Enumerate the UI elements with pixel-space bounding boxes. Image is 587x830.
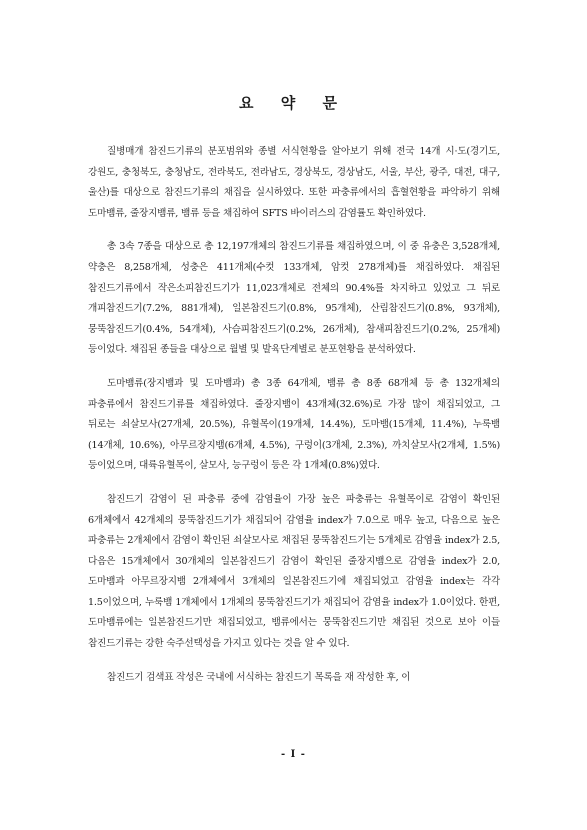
page-number: - I - — [281, 749, 306, 760]
paragraph-key-creation: 참진드기 검색표 작성은 국내에 서식하는 참진드기 목록을 재 작성한 후, 이 — [107, 671, 411, 683]
paragraph-tick-collection: 총 3속 7종을 대상으로 총 12,197개체의 참진드기류를 채집하였으며, 이 중 유충은 3,528개체, 약충은 8,258개체, 성충은 411개체(수컷 133개체, 암컷 278개체)를 채집하였다. 채집된 참진드기류에서 작은소피참진드기가 11,023개체로 전체의 90.4%를 차지하고 있었고 그 뒤로 개피참진드기(7.2%, 881개체), 일본참진드기(0.8%, 95개체), 산림참진드기(0.8%, 93개체), 뭉뚝참진드기(0.4%, 54개체), 사슴피참진드기(0.2%, 26개체), 참새피참진드기(0.2%, 25개체) 등이었다. 채집된 종들을 대상으로 월별 및 발육단계별로 분포현황을 분석하였다. — [88, 241, 500, 356]
page-title: 요 약 문 — [239, 94, 348, 112]
paragraph-reptile-collection: 도마뱀류(장지뱀과 및 도마뱀과) 총 3종 64개체, 뱀류 총 8종 68개체 등 총 132개체의 파충류에서 참진드기류를 채집하였다. 줄장지뱀이 43개체(32.6%)로 가장 많이 채집되었고, 그 뒤로는 쇠살모사(27개체, 20.5%), 유혈목이(19개체, 14.4%), 도마뱀(15개체, 11.4%), 누룩뱀(14개체, 10.6%), 아무르장지뱀(6개체, 4.5%), 구렁이(3개체, 2.3%), 까치살모사(2개체, 1.5%) 등이었으며, 대륙유혈목이, 살모사, 능구렁이 등은 각 1개체(0.8%)였다. — [88, 377, 500, 472]
paragraph-infection-rate: 참진드기 감염이 된 파충류 중에 감염율이 가장 높은 파충류는 유혈목이로 감염이 확인된 6개체에서 42개체의 뭉뚝참진드기가 채집되어 감염율 index가 7.0으로 매우 높고, 다음으로 높은 파충류는 2개체에서 감염이 확인된 쇠살모사로 채집된 뭉뚝참진드기는 5개체로 감염율 index가 2.5, 다음은 15개체에서 30개체의 일본참진드기 감염이 확인된 줄장지뱀으로 감염율 index가 2.0, 도마뱀과 아무르장지뱀 2개체에서 3개체의 일본참진드기에 채집되었고 감염율 index는 각각 1.5이었으며, 누룩뱀 1개체에서 1개체의 뭉뚝참진드기가 채집되어 감염율 index가 1.0이었다. 한편, 도마뱀류에는 일본참진드기만 채집되었고, 뱀류에서는 뭉뚝참진드기만 채집된 것으로 보아 이들 참진드기류는 강한 숙주선택성을 가지고 있다는 것을 알 수 있다. — [88, 493, 500, 650]
paragraph-survey-overview: 질병매개 참진드기류의 분포범위와 종별 서식현황을 알아보기 위해 전국 14개 시·도(경기도, 강원도, 충청북도, 충청남도, 전라북도, 전라남도, 경상북도, 경상남도, 서울, 부산, 광주, 대전, 대구, 울산)를 대상으로 참진드기류의 채집을 실시하였다. 또한 파충류에서의 흡혈현황을 파악하기 위해 도마뱀류, 줄장지뱀류, 뱀류 등을 채집하여 SFTS 바이러스의 감염률도 확인하였다. — [88, 146, 500, 219]
summary-body — [88, 142, 500, 688]
